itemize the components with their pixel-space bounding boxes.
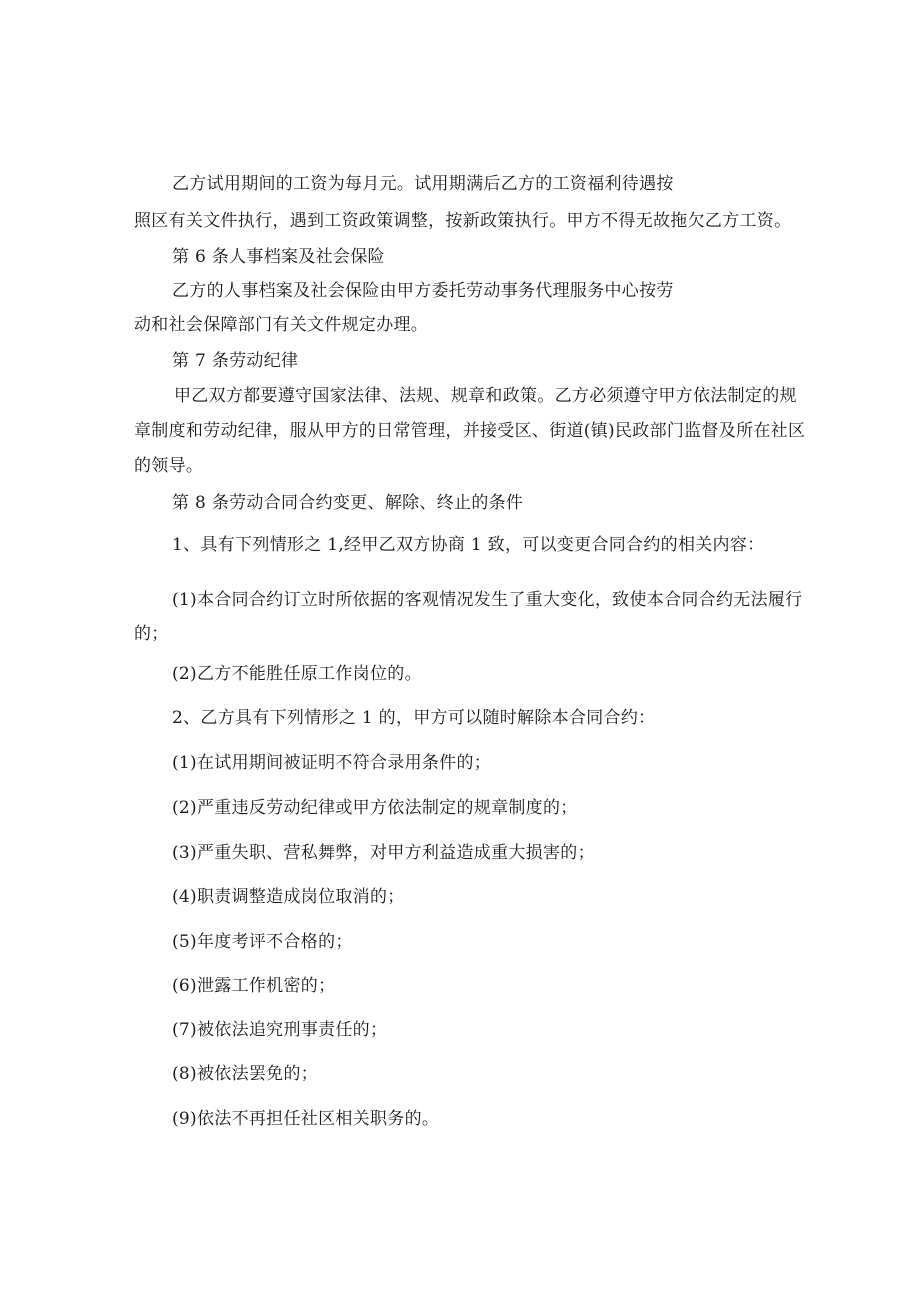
list-item: (5)年度考评不合格的； bbox=[172, 932, 353, 952]
list-item: (7)被依法追究刑事责任的； bbox=[172, 1020, 388, 1040]
list-item: (4)职责调整造成岗位取消的； bbox=[172, 887, 405, 907]
list-item: 2、乙方具有下列情形之 1 的，甲方可以随时解除本合同合约： bbox=[172, 708, 656, 728]
list-item: (2)严重违反劳动纪律或甲方依法制定的规章制度的； bbox=[172, 798, 578, 818]
paragraph-line: 章制度和劳动纪律，服从甲方的日常管理，并接受区、街道(镇)民政部门监督及所在社区 bbox=[134, 421, 806, 441]
list-item: 1、具有下列情形之 1,经甲乙双方协商 1 致，可以变更合同合约的相关内容： bbox=[172, 535, 765, 555]
paragraph-line: 甲乙双方都要遵守国家法律、法规、规章和政策。乙方必须遵守甲方依法制定的规 bbox=[174, 386, 797, 406]
paragraph-line: 乙方的人事档案及社会保险由甲方委托劳动事务代理服务中心按劳 bbox=[172, 281, 674, 301]
list-item: (1)在试用期间被证明不符合录用条件的； bbox=[172, 753, 492, 773]
section-heading: 第 7 条劳动纪律 bbox=[172, 351, 299, 371]
list-item: (3)严重失职、营私舞弊，对甲方利益造成重大损害的； bbox=[172, 843, 595, 863]
section-heading: 第 6 条人事档案及社会保险 bbox=[172, 247, 385, 267]
section-heading: 第 8 条劳动合同合约变更、解除、终止的条件 bbox=[172, 493, 524, 513]
list-item: (2)乙方不能胜任原工作岗位的。 bbox=[172, 664, 422, 684]
list-item: (8)被依法罢免的； bbox=[172, 1064, 319, 1084]
list-item: (6)泄露工作机密的； bbox=[172, 976, 336, 996]
paragraph-line: 照区有关文件执行，遇到工资政策调整，按新政策执行。甲方不得无故拖欠乙方工资。 bbox=[134, 211, 792, 231]
list-item: (9)依法不再担任社区相关职务的。 bbox=[172, 1109, 440, 1129]
paragraph-line: 乙方试用期间的工资为每月元。试用期满后乙方的工资福利待遇按 bbox=[172, 174, 674, 194]
list-item: (1)本合同合约订立时所依据的客观情况发生了重大变化，致使本合同合约无法履行 bbox=[172, 590, 803, 610]
list-item-continuation: 的； bbox=[134, 624, 169, 644]
paragraph-line: 动和社会保障部门有关文件规定办理。 bbox=[134, 315, 429, 335]
paragraph-line: 的领导。 bbox=[134, 456, 204, 476]
